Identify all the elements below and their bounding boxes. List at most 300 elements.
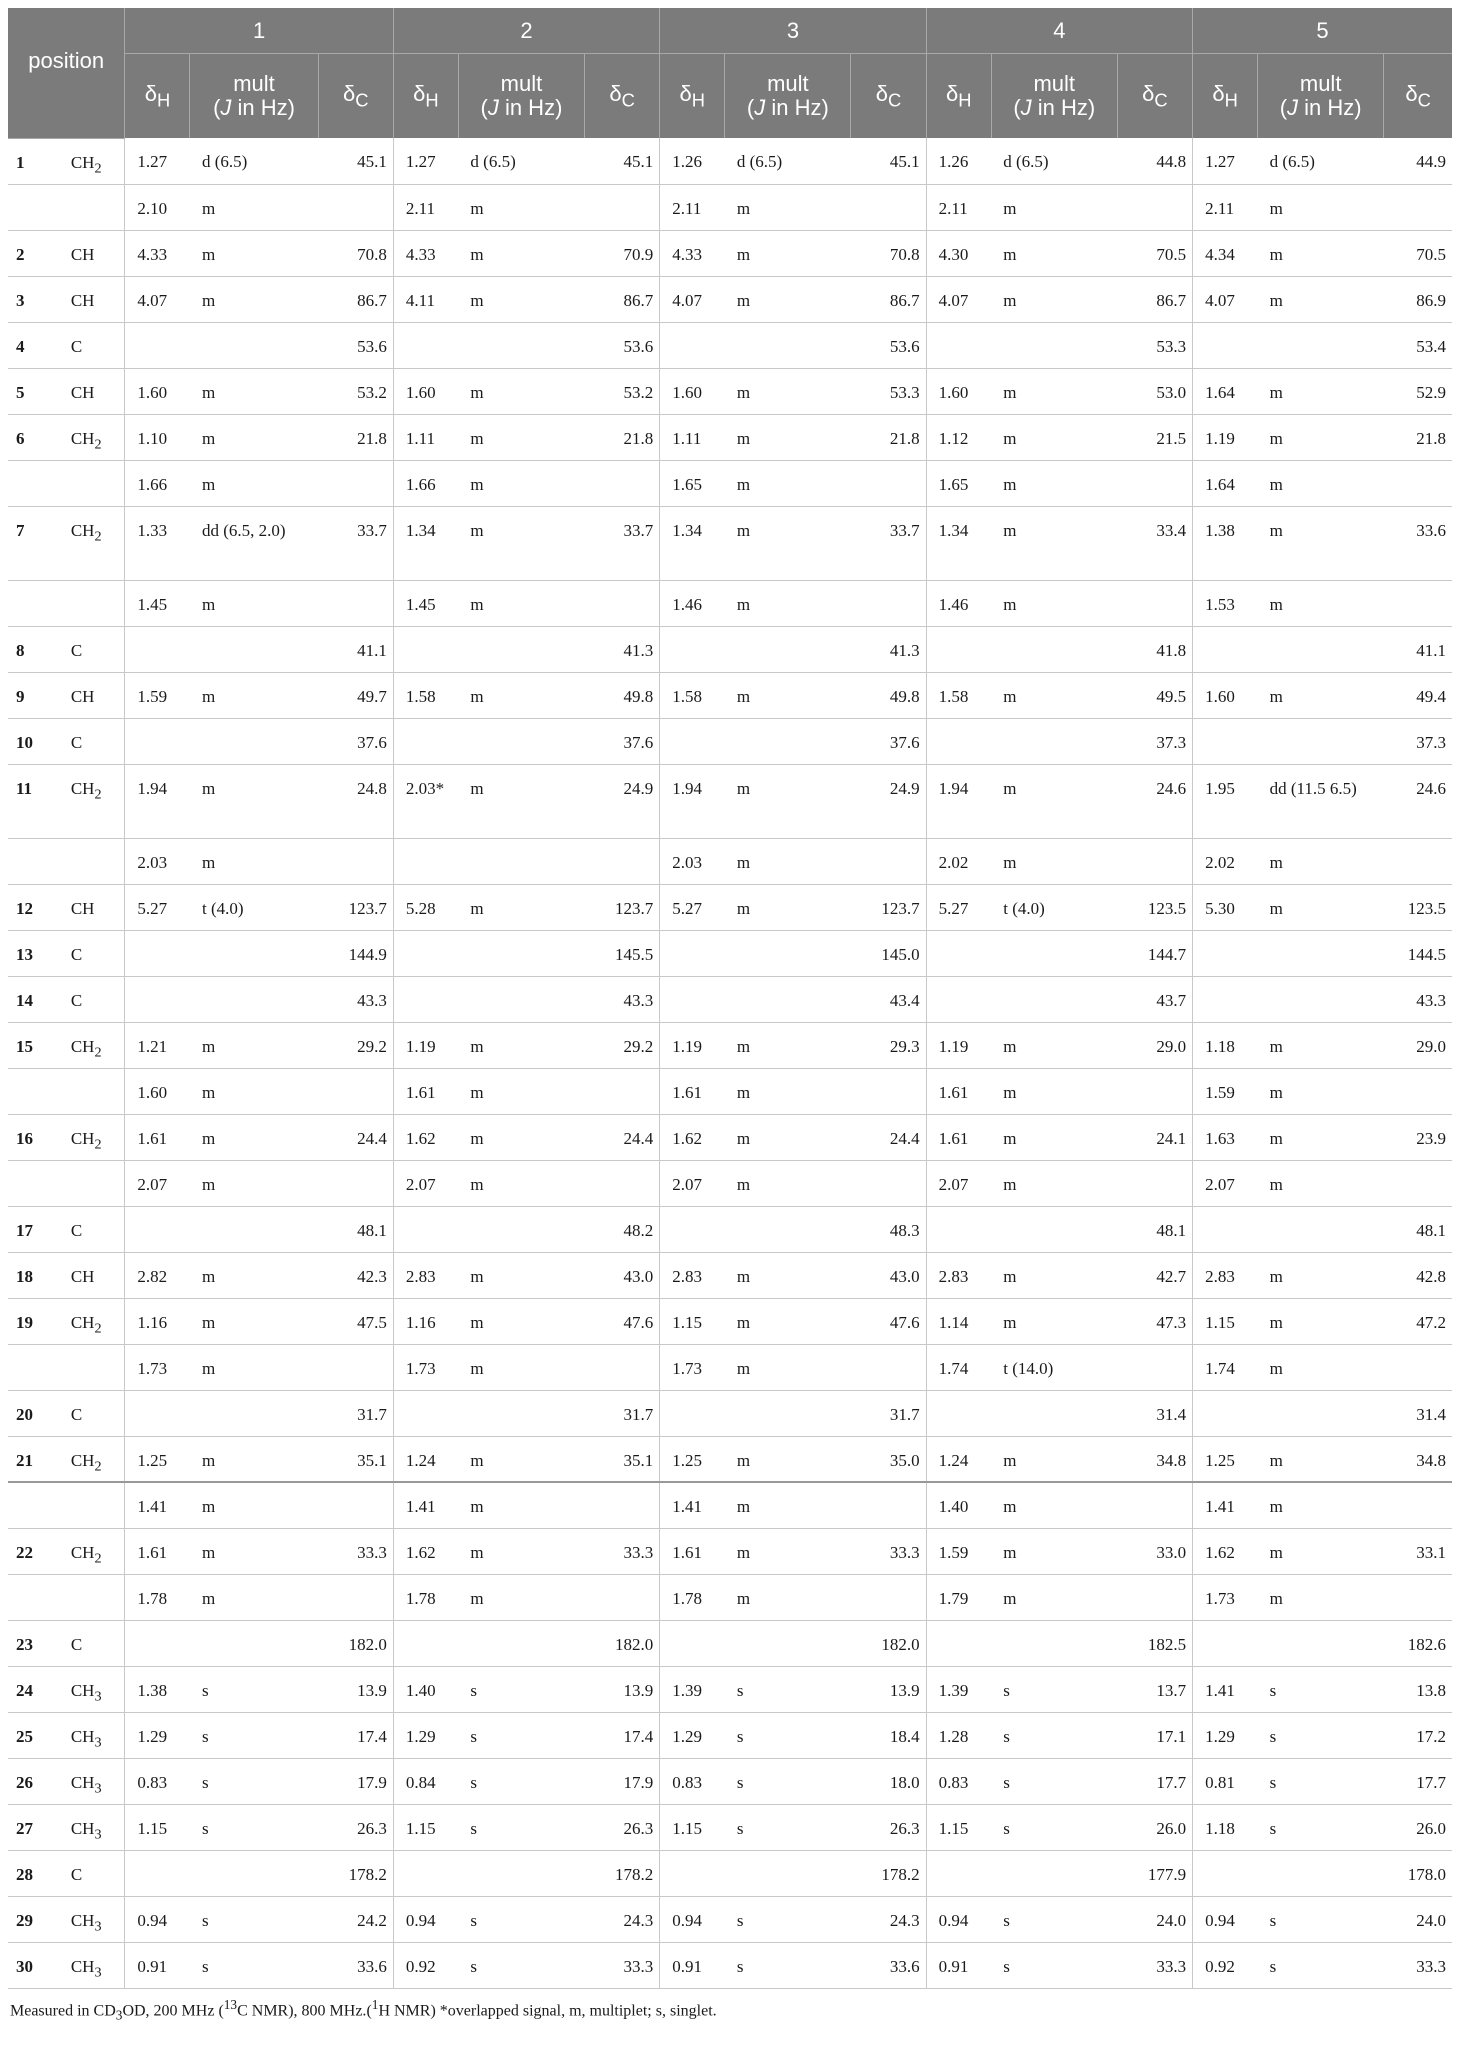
delta-c-value: 33.7 — [584, 506, 659, 580]
delta-h-header: $\delta_H$ — [125, 54, 190, 139]
delta-c-value — [1117, 1344, 1192, 1390]
delta-c-value — [584, 460, 659, 506]
delta-h-value: 2.83 — [926, 1252, 991, 1298]
delta-c-header: $\delta_C$ — [318, 54, 393, 139]
delta-c-value: 41.8 — [1117, 626, 1192, 672]
delta-h-value — [125, 1390, 190, 1436]
delta-c-value: 123.5 — [1117, 884, 1192, 930]
delta-c-value: 34.8 — [1117, 1436, 1192, 1482]
delta-h-value — [393, 976, 458, 1022]
multiplicity-value: m — [991, 1482, 1117, 1528]
multiplicity-value — [458, 930, 584, 976]
multiplicity-value: m — [1258, 1344, 1384, 1390]
delta-h-header: $\delta_H$ — [660, 54, 725, 139]
multiplicity-value: m — [991, 1068, 1117, 1114]
multiplicity-value — [991, 718, 1117, 764]
delta-h-value: 1.38 — [1193, 506, 1258, 580]
multiplicity-value — [725, 1390, 851, 1436]
delta-h-value: 2.02 — [926, 838, 991, 884]
delta-h-value — [660, 976, 725, 1022]
delta-c-value: 17.1 — [1117, 1712, 1192, 1758]
delta-c-value: 13.8 — [1384, 1666, 1452, 1712]
delta-h-value: 1.21 — [125, 1022, 190, 1068]
carbon-type: CH — [59, 1252, 125, 1298]
carbon-type: CH — [59, 368, 125, 414]
delta-h-value: 5.27 — [125, 884, 190, 930]
delta-c-value: 13.9 — [318, 1666, 393, 1712]
table-row — [8, 414, 1452, 460]
delta-h-value — [926, 718, 991, 764]
multiplicity-value: s — [1258, 1942, 1384, 1988]
delta-h-value: 0.94 — [660, 1896, 725, 1942]
multiplicity-value: s — [1258, 1758, 1384, 1804]
mult-header: mult (J in Hz) — [458, 54, 584, 139]
delta-c-value: 33.4 — [1117, 506, 1192, 580]
delta-h-value: 1.26 — [926, 138, 991, 184]
delta-c-value: 178.0 — [1384, 1850, 1452, 1896]
delta-h-value: 1.29 — [1193, 1712, 1258, 1758]
carbon-type: C — [59, 976, 125, 1022]
table-row — [8, 1344, 1452, 1390]
delta-c-value — [1384, 838, 1452, 884]
delta-c-value: 18.4 — [851, 1712, 926, 1758]
delta-c-value: 49.8 — [584, 672, 659, 718]
delta-c-value: 33.3 — [584, 1942, 659, 1988]
multiplicity-value: m — [458, 1160, 584, 1206]
multiplicity-value: s — [458, 1758, 584, 1804]
multiplicity-value — [725, 1206, 851, 1252]
multiplicity-value: m — [458, 368, 584, 414]
multiplicity-value — [190, 626, 318, 672]
delta-h-value — [926, 626, 991, 672]
delta-c-value: 178.2 — [851, 1850, 926, 1896]
delta-c-value: 17.2 — [1384, 1712, 1452, 1758]
delta-h-value: 1.18 — [1193, 1022, 1258, 1068]
delta-c-value: 24.4 — [584, 1114, 659, 1160]
compound-header-2: 2 — [393, 8, 659, 54]
delta-c-value: 33.6 — [851, 1942, 926, 1988]
delta-c-value: 53.0 — [1117, 368, 1192, 414]
multiplicity-value: d (6.5) — [1258, 138, 1384, 184]
table-row — [8, 1436, 1452, 1482]
delta-c-value: 70.8 — [851, 230, 926, 276]
delta-h-value: 1.60 — [393, 368, 458, 414]
delta-h-value: 2.11 — [1193, 184, 1258, 230]
table-row — [8, 184, 1452, 230]
delta-h-value: 1.73 — [125, 1344, 190, 1390]
delta-h-value — [1193, 976, 1258, 1022]
delta-h-value: 1.62 — [1193, 1528, 1258, 1574]
delta-h-value: 2.07 — [393, 1160, 458, 1206]
delta-c-header: $\delta_C$ — [584, 54, 659, 139]
delta-c-value: 24.0 — [1117, 1896, 1192, 1942]
delta-h-value: 1.24 — [926, 1436, 991, 1482]
delta-c-value: 86.7 — [851, 276, 926, 322]
carbon-type: C — [59, 1620, 125, 1666]
delta-c-value: 53.6 — [851, 322, 926, 368]
multiplicity-value: m — [458, 1344, 584, 1390]
mult-header: mult (J in Hz) — [725, 54, 851, 139]
table-row — [8, 718, 1452, 764]
multiplicity-value: d (6.5) — [190, 138, 318, 184]
delta-c-value: 29.2 — [584, 1022, 659, 1068]
delta-c-value: 70.5 — [1117, 230, 1192, 276]
multiplicity-value: m — [458, 1482, 584, 1528]
multiplicity-value: m — [991, 1022, 1117, 1068]
delta-h-value: 1.66 — [125, 460, 190, 506]
carbon-type: C — [59, 718, 125, 764]
delta-c-value — [318, 1068, 393, 1114]
delta-c-value — [584, 580, 659, 626]
table-row — [8, 1574, 1452, 1620]
multiplicity-value: s — [725, 1712, 851, 1758]
multiplicity-value — [725, 1850, 851, 1896]
table-row — [8, 506, 1452, 580]
delta-c-value: 182.0 — [851, 1620, 926, 1666]
delta-h-value — [660, 1390, 725, 1436]
delta-h-value: 4.30 — [926, 230, 991, 276]
delta-h-value — [393, 930, 458, 976]
multiplicity-value — [725, 1620, 851, 1666]
multiplicity-value: s — [190, 1942, 318, 1988]
delta-h-value: 1.60 — [125, 1068, 190, 1114]
multiplicity-value: m — [458, 580, 584, 626]
delta-c-value — [1117, 184, 1192, 230]
table-row — [8, 1620, 1452, 1666]
delta-c-value: 21.8 — [318, 414, 393, 460]
delta-h-value: 1.15 — [660, 1298, 725, 1344]
delta-c-value: 17.9 — [584, 1758, 659, 1804]
carbon-type: $CH_2$ — [59, 1528, 125, 1574]
multiplicity-value: m — [725, 1068, 851, 1114]
multiplicity-value: m — [458, 1528, 584, 1574]
multiplicity-value: s — [190, 1758, 318, 1804]
multiplicity-value: m — [725, 838, 851, 884]
multiplicity-value — [1258, 1620, 1384, 1666]
multiplicity-value: m — [991, 184, 1117, 230]
delta-h-value — [926, 930, 991, 976]
delta-h-value: 2.10 — [125, 184, 190, 230]
multiplicity-value — [991, 1206, 1117, 1252]
delta-h-value: 1.19 — [393, 1022, 458, 1068]
table-row — [8, 1160, 1452, 1206]
multiplicity-value — [458, 1620, 584, 1666]
multiplicity-value: m — [991, 1528, 1117, 1574]
delta-c-value: 17.7 — [1117, 1758, 1192, 1804]
delta-c-value — [318, 184, 393, 230]
delta-h-value: 1.60 — [1193, 672, 1258, 718]
position-number: 24 — [8, 1666, 59, 1712]
delta-h-value: 1.61 — [926, 1114, 991, 1160]
table-row — [8, 368, 1452, 414]
position-number: 18 — [8, 1252, 59, 1298]
delta-h-value: 1.25 — [125, 1436, 190, 1482]
mult-header: mult (J in Hz) — [1258, 54, 1384, 139]
delta-c-value: 33.3 — [1117, 1942, 1192, 1988]
delta-h-value: 1.12 — [926, 414, 991, 460]
delta-c-header: $\delta_C$ — [1384, 54, 1452, 139]
multiplicity-value — [1258, 718, 1384, 764]
delta-c-value: 33.3 — [1384, 1942, 1452, 1988]
delta-c-value — [584, 1482, 659, 1528]
multiplicity-value: m — [1258, 230, 1384, 276]
delta-h-value: 1.73 — [660, 1344, 725, 1390]
multiplicity-value: m — [1258, 672, 1384, 718]
delta-c-value: 13.9 — [584, 1666, 659, 1712]
delta-h-value: 1.28 — [926, 1712, 991, 1758]
delta-c-value: 35.0 — [851, 1436, 926, 1482]
position-number: 13 — [8, 930, 59, 976]
carbon-type — [59, 1068, 125, 1114]
delta-h-value: 1.64 — [1193, 368, 1258, 414]
table-row — [8, 276, 1452, 322]
table-row — [8, 1712, 1452, 1758]
multiplicity-value: m — [190, 1252, 318, 1298]
delta-h-value: 1.58 — [393, 672, 458, 718]
delta-h-value: 2.03* — [393, 764, 458, 838]
table-row — [8, 1896, 1452, 1942]
position-number: 21 — [8, 1436, 59, 1482]
multiplicity-value — [725, 322, 851, 368]
carbon-type — [59, 1574, 125, 1620]
position-number — [8, 1574, 59, 1620]
delta-c-value: 70.9 — [584, 230, 659, 276]
table-header — [8, 8, 1452, 138]
position-number: 12 — [8, 884, 59, 930]
multiplicity-value — [1258, 930, 1384, 976]
delta-h-value — [660, 1206, 725, 1252]
delta-c-value: 13.7 — [1117, 1666, 1192, 1712]
multiplicity-value: s — [725, 1804, 851, 1850]
delta-c-value: 29.0 — [1117, 1022, 1192, 1068]
delta-c-value: 48.1 — [1384, 1206, 1452, 1252]
delta-c-value: 33.3 — [851, 1528, 926, 1574]
multiplicity-value: s — [991, 1758, 1117, 1804]
delta-c-value: 144.9 — [318, 930, 393, 976]
delta-h-value: 1.14 — [926, 1298, 991, 1344]
delta-h-value — [1193, 1206, 1258, 1252]
multiplicity-value: m — [190, 1436, 318, 1482]
multiplicity-value — [190, 1390, 318, 1436]
multiplicity-value: m — [991, 1252, 1117, 1298]
multiplicity-value: s — [725, 1942, 851, 1988]
multiplicity-value: m — [725, 1022, 851, 1068]
multiplicity-value — [1258, 1206, 1384, 1252]
multiplicity-value: s — [458, 1712, 584, 1758]
carbon-type — [59, 460, 125, 506]
delta-h-value — [926, 1206, 991, 1252]
position-number: 16 — [8, 1114, 59, 1160]
delta-c-value — [1384, 580, 1452, 626]
delta-c-value — [1117, 1160, 1192, 1206]
delta-h-value: 1.34 — [660, 506, 725, 580]
delta-c-value — [318, 1574, 393, 1620]
delta-c-value: 41.3 — [584, 626, 659, 672]
delta-h-value — [125, 718, 190, 764]
delta-h-value: 1.45 — [125, 580, 190, 626]
multiplicity-value: m — [1258, 1528, 1384, 1574]
delta-c-value: 53.2 — [584, 368, 659, 414]
table-row — [8, 930, 1452, 976]
delta-c-value: 33.7 — [851, 506, 926, 580]
delta-c-value: 145.5 — [584, 930, 659, 976]
multiplicity-value: m — [991, 672, 1117, 718]
delta-c-value: 44.8 — [1117, 138, 1192, 184]
table-row — [8, 1942, 1452, 1988]
delta-c-value: 24.8 — [318, 764, 393, 838]
multiplicity-value: s — [190, 1666, 318, 1712]
delta-h-value — [125, 1620, 190, 1666]
delta-h-value: 1.94 — [926, 764, 991, 838]
delta-c-value: 33.0 — [1117, 1528, 1192, 1574]
delta-c-value: 21.8 — [851, 414, 926, 460]
delta-h-value: 1.19 — [926, 1022, 991, 1068]
delta-c-value — [584, 184, 659, 230]
carbon-type: C — [59, 626, 125, 672]
multiplicity-value: s — [725, 1666, 851, 1712]
delta-h-value: 1.11 — [660, 414, 725, 460]
delta-h-value: 1.11 — [393, 414, 458, 460]
delta-c-value — [318, 838, 393, 884]
multiplicity-value: m — [458, 1574, 584, 1620]
multiplicity-value — [190, 718, 318, 764]
delta-c-value: 178.2 — [584, 1850, 659, 1896]
multiplicity-value — [458, 976, 584, 1022]
carbon-type: $CH_3$ — [59, 1712, 125, 1758]
multiplicity-value: m — [1258, 414, 1384, 460]
delta-c-value: 53.4 — [1384, 322, 1452, 368]
multiplicity-value: s — [458, 1804, 584, 1850]
position-number — [8, 184, 59, 230]
table-row — [8, 838, 1452, 884]
multiplicity-value: m — [991, 580, 1117, 626]
delta-h-value: 4.07 — [125, 276, 190, 322]
multiplicity-value: m — [1258, 838, 1384, 884]
delta-c-value: 21.5 — [1117, 414, 1192, 460]
multiplicity-value: m — [190, 1344, 318, 1390]
delta-c-value: 24.3 — [584, 1896, 659, 1942]
multiplicity-value: m — [725, 1344, 851, 1390]
delta-c-value: 45.1 — [584, 138, 659, 184]
delta-h-value: 0.94 — [1193, 1896, 1258, 1942]
delta-c-value: 43.4 — [851, 976, 926, 1022]
delta-h-value: 1.65 — [926, 460, 991, 506]
carbon-type — [59, 580, 125, 626]
table-row — [8, 672, 1452, 718]
delta-c-value: 52.9 — [1384, 368, 1452, 414]
position-number — [8, 1482, 59, 1528]
delta-h-value: 1.41 — [1193, 1482, 1258, 1528]
multiplicity-value: m — [1258, 368, 1384, 414]
delta-c-value: 37.3 — [1117, 718, 1192, 764]
delta-h-header: $\delta_H$ — [926, 54, 991, 139]
position-number: 10 — [8, 718, 59, 764]
multiplicity-value: m — [1258, 460, 1384, 506]
delta-h-value: 1.95 — [1193, 764, 1258, 838]
carbon-type — [59, 184, 125, 230]
delta-c-value: 47.2 — [1384, 1298, 1452, 1344]
delta-h-value: 1.59 — [926, 1528, 991, 1574]
delta-h-value: 4.33 — [125, 230, 190, 276]
delta-c-value: 53.6 — [584, 322, 659, 368]
multiplicity-value: m — [1258, 884, 1384, 930]
delta-c-value: 42.7 — [1117, 1252, 1192, 1298]
delta-h-value — [125, 626, 190, 672]
delta-h-value: 1.46 — [926, 580, 991, 626]
table-row — [8, 230, 1452, 276]
delta-c-value: 24.9 — [584, 764, 659, 838]
multiplicity-value — [725, 718, 851, 764]
delta-c-value: 47.5 — [318, 1298, 393, 1344]
delta-h-value: 5.30 — [1193, 884, 1258, 930]
delta-h-value — [1193, 322, 1258, 368]
delta-h-value: 0.81 — [1193, 1758, 1258, 1804]
multiplicity-value: m — [458, 230, 584, 276]
table-row — [8, 1758, 1452, 1804]
delta-c-value — [1117, 580, 1192, 626]
delta-h-value — [660, 1620, 725, 1666]
delta-h-value — [125, 1850, 190, 1896]
nmr-data-table — [8, 8, 1452, 1989]
position-number: 11 — [8, 764, 59, 838]
multiplicity-value — [725, 976, 851, 1022]
delta-h-value: 1.45 — [393, 580, 458, 626]
multiplicity-value: m — [991, 1436, 1117, 1482]
delta-h-value — [125, 930, 190, 976]
delta-h-value — [926, 1390, 991, 1436]
multiplicity-value: m — [991, 1574, 1117, 1620]
multiplicity-value — [725, 930, 851, 976]
delta-h-value — [393, 1850, 458, 1896]
multiplicity-value: m — [458, 764, 584, 838]
delta-c-value — [318, 580, 393, 626]
multiplicity-value — [458, 1206, 584, 1252]
multiplicity-value: m — [991, 414, 1117, 460]
delta-c-value: 182.6 — [1384, 1620, 1452, 1666]
position-number: 9 — [8, 672, 59, 718]
delta-h-value — [660, 1850, 725, 1896]
delta-h-value: 1.58 — [660, 672, 725, 718]
multiplicity-value: m — [991, 230, 1117, 276]
delta-c-value: 123.7 — [318, 884, 393, 930]
delta-c-value: 53.6 — [318, 322, 393, 368]
position-number: 28 — [8, 1850, 59, 1896]
delta-h-value: 0.94 — [125, 1896, 190, 1942]
delta-c-value: 45.1 — [851, 138, 926, 184]
table-row — [8, 884, 1452, 930]
delta-h-value: 1.38 — [125, 1666, 190, 1712]
delta-c-value: 24.0 — [1384, 1896, 1452, 1942]
carbon-type: CH — [59, 230, 125, 276]
multiplicity-value: s — [190, 1804, 318, 1850]
delta-h-value: 2.03 — [125, 838, 190, 884]
delta-h-value: 2.03 — [660, 838, 725, 884]
position-number: 30 — [8, 1942, 59, 1988]
delta-c-value: 24.9 — [851, 764, 926, 838]
delta-c-value: 42.8 — [1384, 1252, 1452, 1298]
multiplicity-value: m — [458, 672, 584, 718]
delta-c-value: 123.5 — [1384, 884, 1452, 930]
multiplicity-value: m — [190, 1114, 318, 1160]
multiplicity-value: m — [725, 506, 851, 580]
delta-h-value: 1.34 — [926, 506, 991, 580]
position-number — [8, 460, 59, 506]
delta-h-value: 1.59 — [125, 672, 190, 718]
delta-c-value: 26.3 — [584, 1804, 659, 1850]
multiplicity-value: s — [190, 1712, 318, 1758]
multiplicity-value — [991, 1620, 1117, 1666]
multiplicity-value: m — [1258, 276, 1384, 322]
